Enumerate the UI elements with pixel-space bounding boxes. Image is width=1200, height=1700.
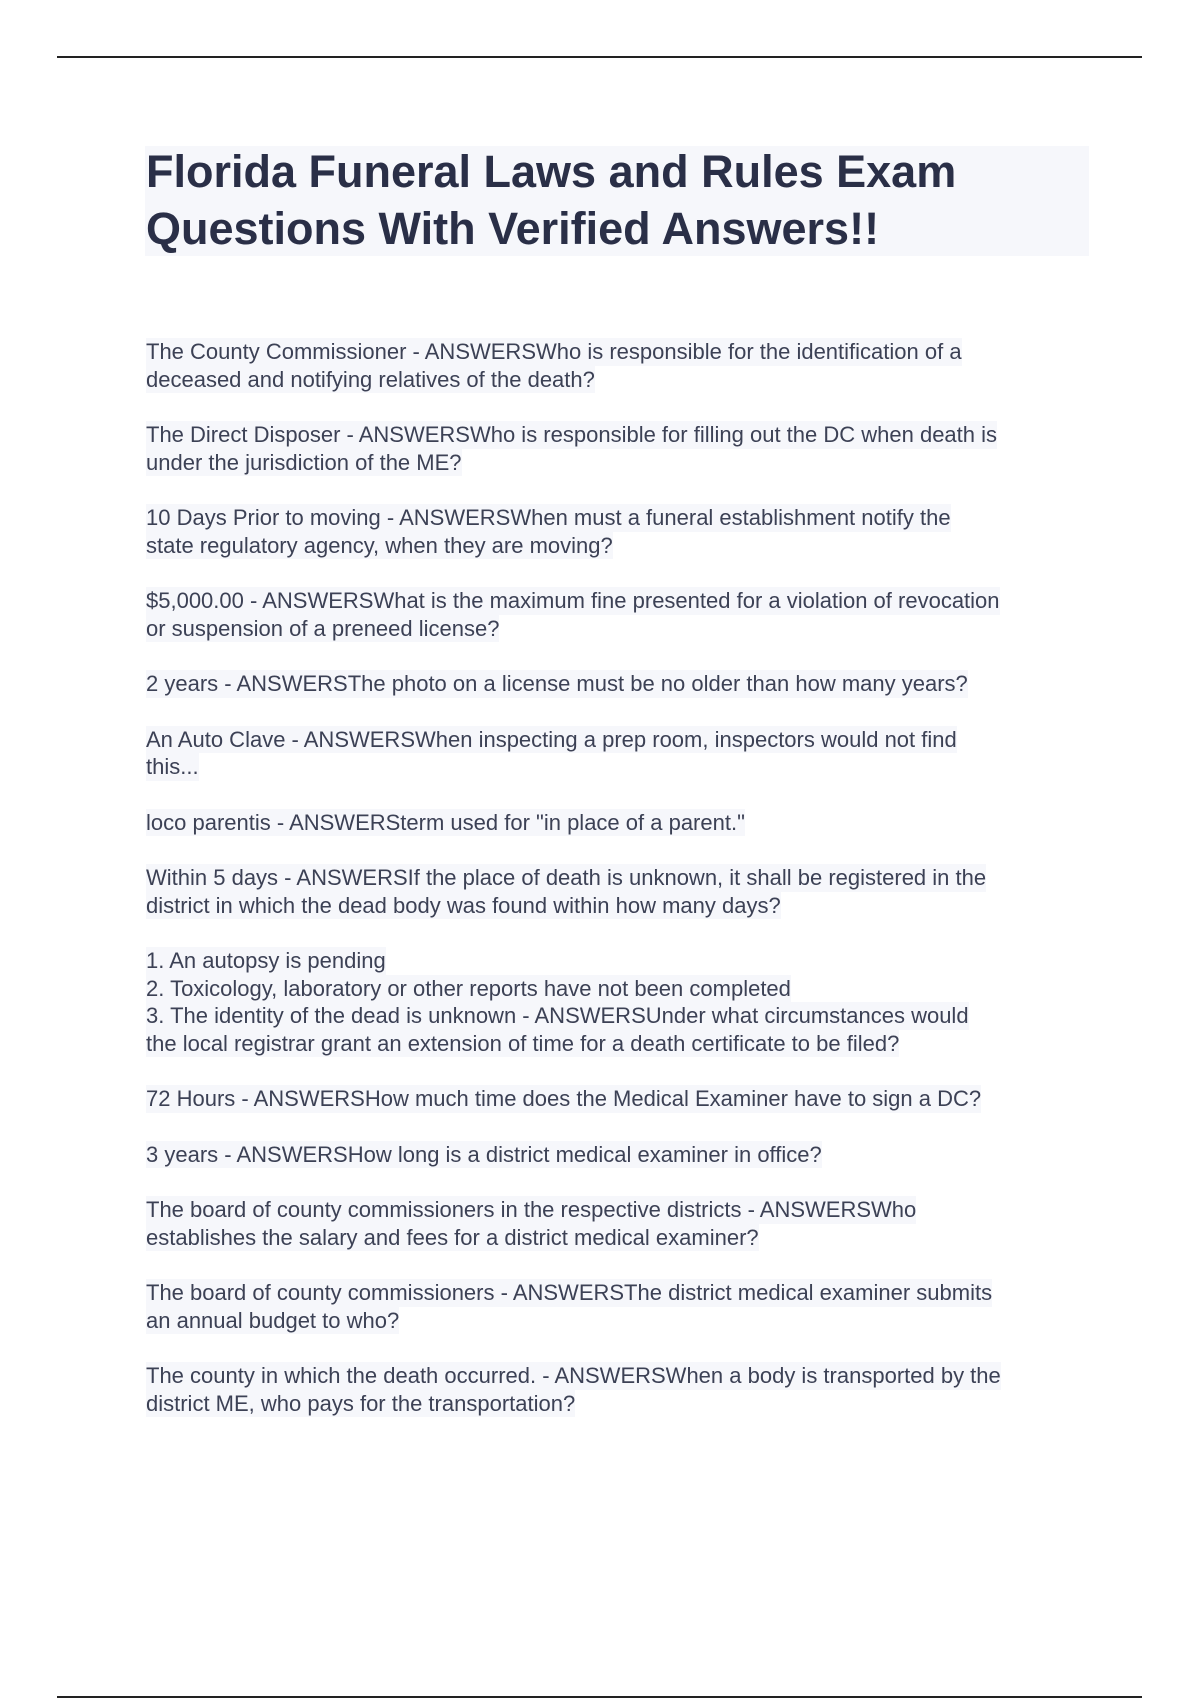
qa-line: The board of county commissioners - ANSWERSThe district medical examiner submits bbox=[146, 1280, 993, 1305]
qa-line: 3 years - ANSWERSHow long is a district medical examiner in office? bbox=[146, 1141, 822, 1167]
qa-item bbox=[146, 338, 1096, 393]
qa-line: loco parentis - ANSWERSterm used for "in place of a parent." bbox=[146, 809, 745, 835]
qa-line: district ME, who pays for the transportation? bbox=[146, 1390, 576, 1416]
qa-line: 10 Days Prior to moving - ANSWERSWhen must a funeral establishment notify the bbox=[146, 505, 951, 530]
footer-rule bbox=[57, 1696, 1142, 1698]
qa-line: Within 5 days - ANSWERSIf the place of death is unknown, it shall be registered in the bbox=[146, 865, 987, 890]
qa-item bbox=[146, 1196, 1096, 1251]
qa-item bbox=[146, 1085, 1096, 1113]
qa-line: The Direct Disposer - ANSWERSWho is responsible for filling out the DC when death is bbox=[146, 422, 998, 447]
qa-item bbox=[146, 726, 1096, 781]
qa-line: 1. An autopsy is pending bbox=[146, 948, 386, 973]
qa-item bbox=[146, 504, 1096, 559]
qa-line: deceased and notifying relatives of the death? bbox=[146, 366, 595, 392]
qa-line: an annual budget to who? bbox=[146, 1307, 400, 1333]
qa-item bbox=[146, 670, 1096, 698]
qa-line: the local registrar grant an extension of time for a death certificate to be filed? bbox=[146, 1030, 900, 1056]
qa-line: The County Commissioner - ANSWERSWho is responsible for the identification of a bbox=[146, 339, 962, 364]
title-line: Questions With Verified Answers!! bbox=[146, 203, 880, 254]
qa-item bbox=[146, 1362, 1096, 1417]
qa-line: The board of county commissioners in the respective districts - ANSWERSWho bbox=[146, 1197, 917, 1222]
qa-item bbox=[146, 864, 1096, 919]
qa-line: state regulatory agency, when they are moving? bbox=[146, 532, 613, 558]
qa-line: 2. Toxicology, laboratory or other reports have not been completed bbox=[146, 975, 791, 1001]
qa-line: 72 Hours - ANSWERSHow much time does the Medical Examiner have to sign a DC? bbox=[146, 1086, 982, 1111]
qa-item bbox=[146, 421, 1096, 476]
qa-item bbox=[146, 1141, 1096, 1169]
document-title bbox=[146, 143, 1086, 257]
qa-item bbox=[146, 1279, 1096, 1334]
qa-line: district in which the dead body was found within how many days? bbox=[146, 892, 781, 918]
qa-list bbox=[146, 338, 1096, 1445]
qa-line: this... bbox=[146, 754, 199, 779]
qa-line: An Auto Clave - ANSWERSWhen inspecting a prep room, inspectors would not find bbox=[146, 726, 957, 752]
title-line: Florida Funeral Laws and Rules Exam bbox=[146, 146, 957, 197]
qa-line: or suspension of a preneed license? bbox=[146, 615, 500, 641]
qa-item bbox=[146, 947, 1096, 1057]
qa-line: $5,000.00 - ANSWERSWhat is the maximum fine presented for a violation of revocation bbox=[146, 588, 1000, 613]
qa-line: The county in which the death occurred. - ANSWERSWhen a body is transported by the bbox=[146, 1363, 1001, 1388]
header-rule bbox=[57, 56, 1142, 58]
qa-line: 3. The identity of the dead is unknown - ANSWERSUnder what circumstances would bbox=[146, 1003, 969, 1028]
qa-item bbox=[146, 587, 1096, 642]
qa-line: establishes the salary and fees for a district medical examiner? bbox=[146, 1224, 759, 1250]
qa-line: under the jurisdiction of the ME? bbox=[146, 449, 462, 475]
qa-item bbox=[146, 809, 1096, 837]
qa-line: 2 years - ANSWERSThe photo on a license must be no older than how many years? bbox=[146, 671, 968, 696]
